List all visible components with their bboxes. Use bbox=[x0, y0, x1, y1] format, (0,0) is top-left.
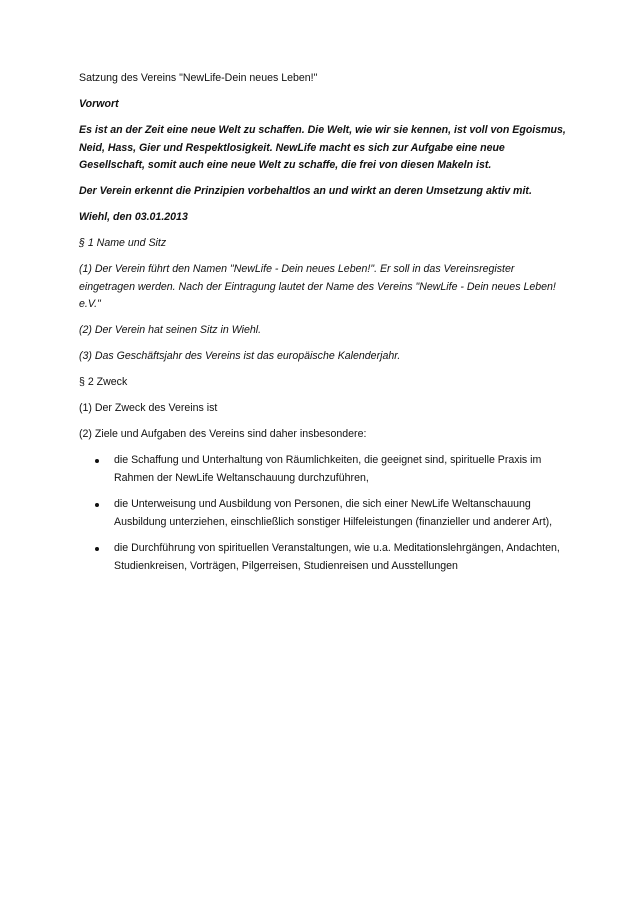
section-1-heading: § 1 Name und Sitz bbox=[79, 237, 167, 249]
list-item-text: die Durchführung von spirituellen Veranstaltungen, wie u.a. Meditationslehrgängen, Andachten, Studienkreisen, Vorträgen, Pilgerreisen, Studienreisen und Ausstellungen bbox=[114, 542, 560, 572]
preface-heading: Vorwort bbox=[79, 98, 119, 110]
bullet-icon bbox=[95, 503, 99, 507]
section-1-paragraph-3: (3) Das Geschäftsjahr des Vereins ist das europäische Kalenderjahr. bbox=[79, 350, 401, 362]
document-title: Satzung des Vereins "NewLife-Dein neues Leben!" bbox=[79, 72, 318, 84]
section-1-paragraph-1: (1) Der Verein führt den Namen "NewLife - Dein neues Leben!". Er soll in das Vereinsregister eingetragen werden. Nach der Eintragung lautet der Name des Vereins "NewLife - Dein neues Leben! e.V." bbox=[79, 263, 556, 310]
document-page bbox=[79, 70, 569, 584]
section-2-paragraph-1: (1) Der Zweck des Vereins ist bbox=[79, 402, 218, 414]
section-1-paragraph-2: (2) Der Verein hat seinen Sitz in Wiehl. bbox=[79, 324, 262, 336]
section-2-heading: § 2 Zweck bbox=[79, 376, 128, 388]
list-item bbox=[79, 540, 569, 575]
list-item bbox=[79, 496, 569, 531]
list-item-text: die Schaffung und Unterhaltung von Räumlichkeiten, die geeignet sind, spirituelle Praxis im Rahmen der NewLife Weltanschauung durchzuführen, bbox=[114, 454, 542, 484]
principles-text: Der Verein erkennt die Prinzipien vorbehaltlos an und wirkt an deren Umsetzung aktiv mit. bbox=[79, 185, 532, 197]
goals-list bbox=[79, 452, 569, 575]
preface-text: Es ist an der Zeit eine neue Welt zu schaffen. Die Welt, wie wir sie kennen, ist voll von Egoismus, Neid, Hass, Gier und Respektlosigkeit. NewLife macht es sich zur Aufgabe eine neue Gesellschaft, somit auch eine neue Welt zu schaffe, die frei von diesen Makeln ist. bbox=[79, 124, 566, 171]
section-2-paragraph-2: (2) Ziele und Aufgaben des Vereins sind daher insbesondere: bbox=[79, 428, 367, 440]
list-item-text: die Unterweisung und Ausbildung von Personen, die sich einer NewLife Weltanschauung Ausbildung unterziehen, einschließlich sonstiger Hilfeleistungen (finanzieller und anderer Art), bbox=[114, 498, 553, 528]
bullet-icon bbox=[95, 459, 99, 463]
bullet-icon bbox=[95, 547, 99, 551]
list-item bbox=[79, 452, 569, 487]
place-date: Wiehl, den 03.01.2013 bbox=[79, 211, 188, 223]
